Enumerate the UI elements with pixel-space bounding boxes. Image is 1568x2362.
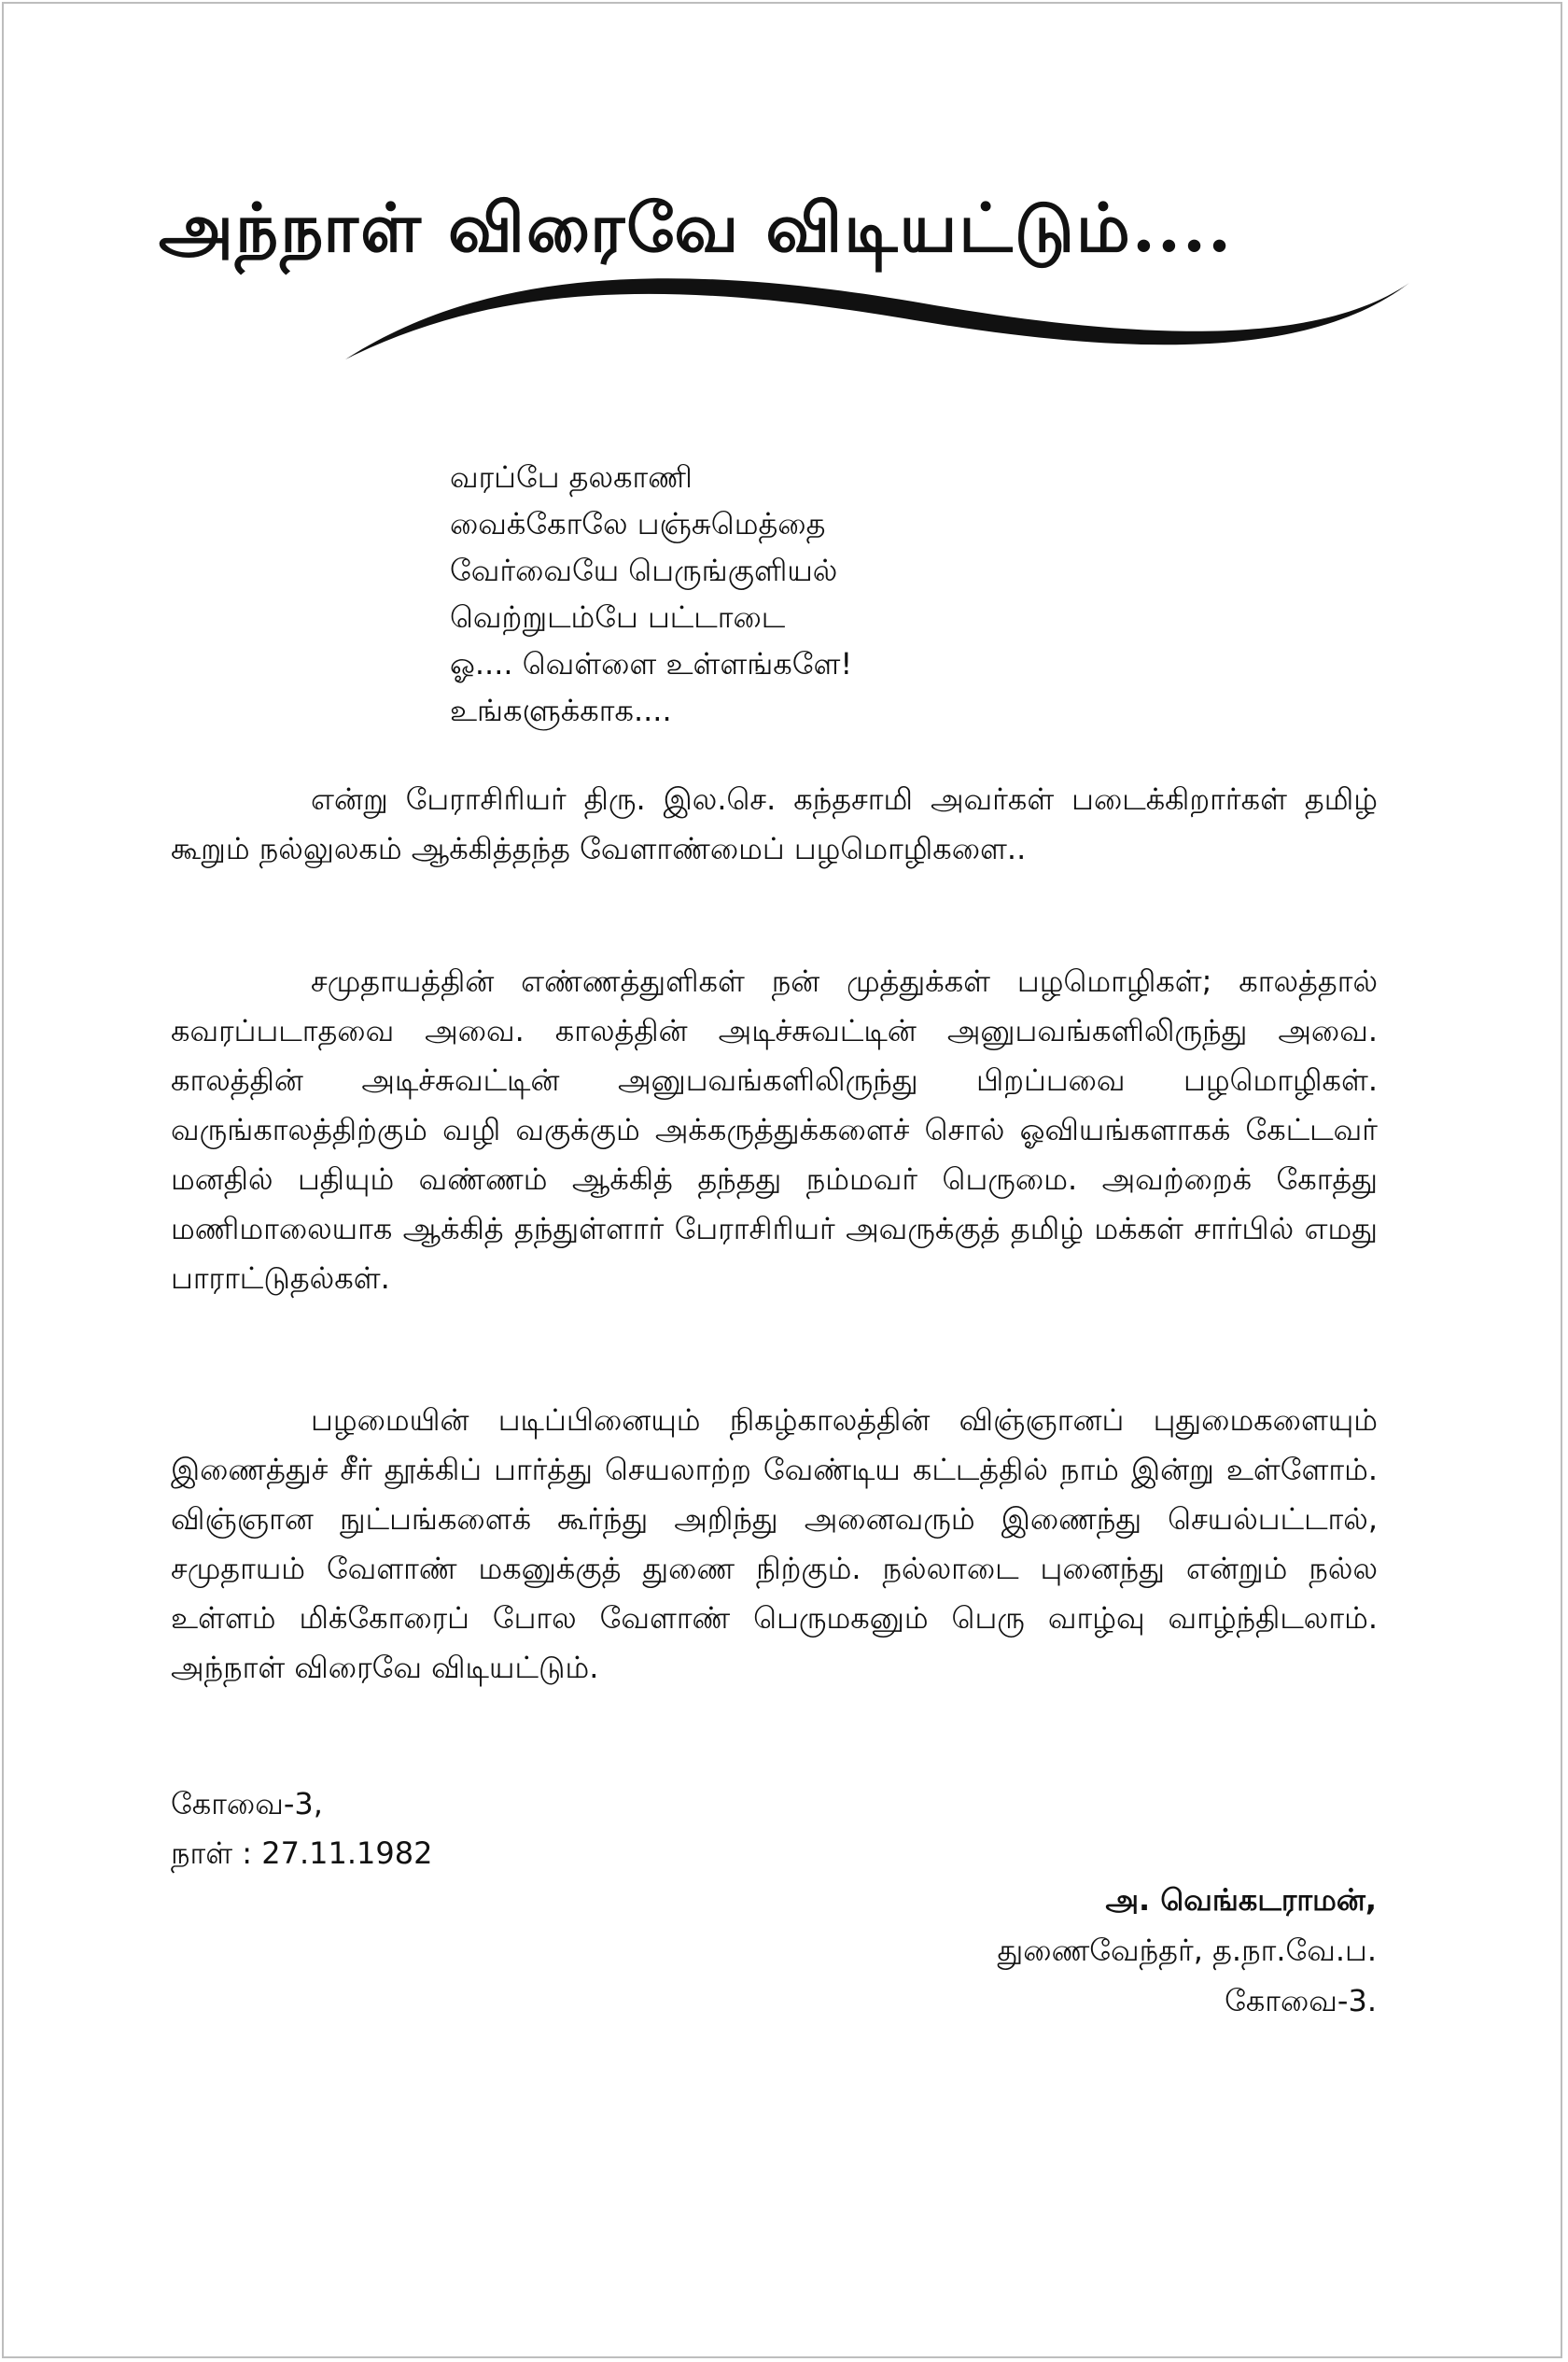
place-text: கோவை-3, xyxy=(171,1786,323,1821)
poem-line: ஓ.... வெள்ளை உள்ளங்களே! xyxy=(450,646,853,682)
paragraph-intro: என்று பேராசிரியர் திரு. இல.செ. கந்தசாமி அவர்கள் படைக்கிறார்கள் தமிழ் கூறும் நல்லுலகம் ஆக்கித்தந்த வேளாண்மைப் பழமொழிகளை.. xyxy=(171,781,1378,866)
place-date-block xyxy=(171,1779,432,1878)
signatory-designation: துணைவேந்தர், த.நா.வே.ப. xyxy=(997,1933,1377,1968)
paragraph-proverbs: சமுதாயத்தின் எண்ணத்துளிகள் நன் முத்துக்கள் பழமொழிகள்; காலத்தால் கவரப்படாதவை அவை. காலத்தின் அடிச்சுவட்டின் அனுபவங்களிலிருந்து அவை. காலத்தின் அடிச்சுவட்டின் அனுபவங்களிலிருந்து பிறப்பவை பழமொழிகள். வருங்காலத்திற்கும் வழி வகுக்கும் அக்கருத்துக்களைச் சொல் ஓவியங்களாகக் கேட்டவர் மனதில் பதியும் வண்ணம் ஆக்கித் தந்தது நம்மவர் பெருமை. அவற்றைக் கோத்து மணிமாலையாக ஆக்கித் தந்துள்ளார் பேராசிரியர் அவருக்குத் தமிழ் மக்கள் சார்பில் எமது பாராட்டுதல்கள். xyxy=(171,963,1378,1296)
poem-block xyxy=(450,454,1103,734)
signature-block xyxy=(998,1875,1377,2026)
poem-line: வைக்கோலே பஞ்சுமெத்தை xyxy=(450,506,826,541)
signatory-location: கோவை-3. xyxy=(1225,1983,1377,2018)
poem-line: வரப்பே தலகாணி xyxy=(450,459,693,495)
signatory-name: அ. வெங்கடராமன், xyxy=(1105,1882,1377,1918)
poem-line: வெற்றுடம்பே பட்டாடை xyxy=(450,599,786,635)
poem-line: உங்களுக்காக.... xyxy=(450,693,672,728)
decorative-swoosh xyxy=(345,266,1409,378)
poem-line: வேர்வையே பெருங்குளியல் xyxy=(450,553,838,588)
page-title: அந்நாள் விரைவே விடியட்டும்.... xyxy=(159,188,1234,267)
date-text: நாள் : 27.11.1982 xyxy=(171,1835,433,1871)
paragraph-closing: பழமையின் படிப்பினையும் நிகழ்காலத்தின் விஞ்ஞானப் புதுமைகளையும் இணைத்துச் சீர் தூக்கிப் பார்த்து செயலாற்ற வேண்டிய கட்டத்தில் நாம் இன்று உள்ளோம். விஞ்ஞான நுட்பங்களைக் கூர்ந்து அறிந்து அனைவரும் இணைந்து செயல்பட்டால், சமுதாயம் வேளாண் மகனுக்குத் துணை நிற்கும். நல்லாடை புனைந்து என்றும் நல்ல உள்ளம் மிக்கோரைப் போல வேளாண் பெருமகனும் பெரு வாழ்வு வாழ்ந்திடலாம். அந்நாள் விரைவே விடியட்டும். xyxy=(171,1402,1379,1685)
